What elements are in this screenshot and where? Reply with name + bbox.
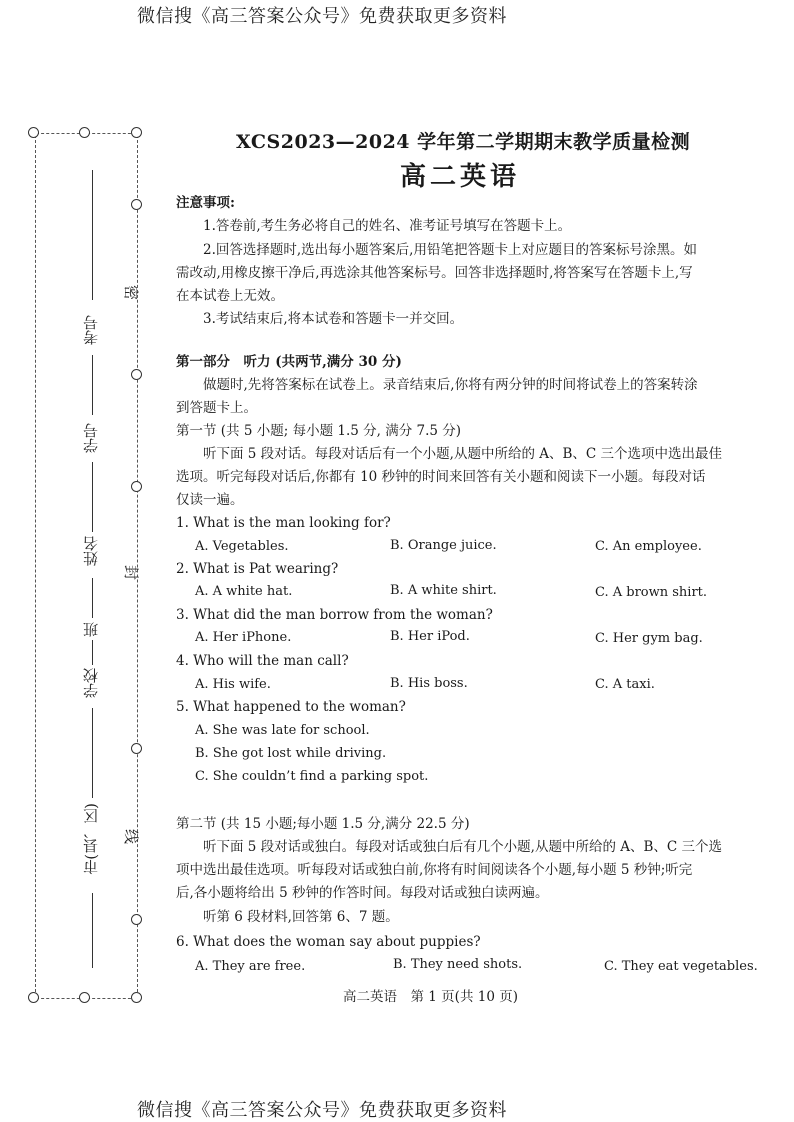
circle-marker (131, 914, 142, 925)
fill-line (92, 462, 93, 532)
option-b: B. Orange juice. (390, 538, 497, 553)
circle-marker (131, 481, 142, 492)
option-c: C. A brown shirt. (595, 585, 708, 600)
question-1: 1. What is the man looking for? (176, 515, 391, 531)
option-a: A. She was late for school. (195, 723, 370, 738)
seal-mark-mi: 密 (122, 284, 141, 301)
fill-line (92, 640, 93, 665)
subject-title: 高二英语 (400, 162, 521, 192)
exam-title: XCS2023—2024 学年第二学期期末教学质量检测 (236, 131, 691, 153)
label-school: 学校 (82, 668, 100, 698)
option-b: B. His boss. (390, 676, 468, 691)
option-a: A. His wife. (195, 677, 271, 692)
question-4: 4. Who will the man call? (176, 653, 349, 669)
watermark-top: 微信搜《高三答案公众号》免费获取更多资料 (137, 6, 507, 27)
label-student-number: 学号 (82, 423, 100, 453)
option-b: B. They need shots. (393, 957, 523, 972)
fill-line (92, 708, 93, 798)
option-a: A. Vegetables. (195, 539, 289, 554)
question-3: 3. What did the man borrow from the woman? (176, 607, 493, 623)
option-c: C. An employee. (595, 539, 702, 554)
option-a: A. A white hat. (195, 584, 293, 599)
circle-marker (28, 127, 39, 138)
section1-heading: 第一节 (共 5 小题; 每小题 1.5 分, 满分 7.5 分) (176, 423, 462, 439)
circle-marker (28, 992, 39, 1003)
question-5: 5. What happened to the woman? (176, 699, 406, 715)
notice-line: 需改动,用橡皮擦干净后,再选涂其他答案标号。回答非选择题时,将答案写在答题卡上,写 (176, 265, 693, 281)
option-b: B. Her iPod. (390, 629, 470, 644)
section1-intro: 听下面 5 段对话。每段对话后有一个小题,从题中所给的 A、B、C 三个选项中选出最佳 (203, 446, 723, 462)
section2-intro: 听下面 5 段对话或独白。每段对话或独白后有几个小题,从题中所给的 A、B、C 三个选 (203, 839, 723, 855)
notice-line: 2.回答选择题时,选出每小题答案后,用铅笔把答题卡上对应题目的答案标号涂黑。如 (203, 242, 697, 258)
seal-mark-xian: 线 (122, 828, 141, 845)
dashed-line-left (35, 135, 36, 997)
section1-intro: 选项。听完每段对话后,你都有 10 秒钟的时间来回答有关小题和阅读下一小题。每段对话 (176, 469, 706, 485)
page-footer: 高二英语 第 1 页(共 10 页) (343, 989, 518, 1005)
part1-heading: 第一部分 听力 (共两节,满分 30 分) (176, 354, 402, 370)
question-2: 2. What is Pat wearing? (176, 561, 339, 577)
question-6: 6. What does the woman say about puppies? (176, 934, 481, 950)
notice-line: 3.考试结束后,将本试卷和答题卡一并交回。 (203, 311, 464, 327)
circle-marker (131, 743, 142, 754)
option-b: B. She got lost while driving. (195, 746, 387, 761)
watermark-bottom: 微信搜《高三答案公众号》免费获取更多资料 (137, 1100, 507, 1121)
section2-intro: 后,各小题将给出 5 秒钟的作答时间。每段对话或独白读两遍。 (176, 885, 549, 901)
section2-heading: 第二节 (共 15 小题;每小题 1.5 分,满分 22.5 分) (176, 816, 470, 832)
option-a: A. Her iPhone. (195, 630, 292, 645)
fill-line (92, 578, 93, 618)
label-exam-number: 考号 (82, 315, 100, 345)
circle-marker (131, 369, 142, 380)
label-city: 市(县、区) (82, 803, 100, 875)
notice-line: 1.答卷前,考生务必将自己的姓名、准考证号填写在答题卡上。 (203, 218, 572, 234)
circle-marker (131, 127, 142, 138)
option-c: C. She couldn’t find a parking spot. (195, 769, 429, 784)
circle-marker (131, 199, 142, 210)
part1-intro: 到答题卡上。 (176, 400, 257, 416)
circle-marker (131, 992, 142, 1003)
circle-marker (79, 992, 90, 1003)
section2-intro: 项中选出最佳选项。听每段对话或独白前,你将有时间阅读各个小题,每小题 5 秒钟;听完 (176, 862, 693, 878)
option-c: C. Her gym bag. (595, 631, 703, 646)
option-c: C. A taxi. (595, 677, 655, 692)
fill-line (92, 893, 93, 968)
notice-heading: 注意事项: (176, 195, 235, 211)
label-class: 班 (82, 622, 100, 637)
fill-line (92, 170, 93, 300)
material-instruction: 听第 6 段材料,回答第 6、7 题。 (203, 909, 399, 925)
section1-intro: 仅读一遍。 (176, 492, 244, 508)
part1-intro: 做题时,先将答案标在试卷上。录音结束后,你将有两分钟的时间将试卷上的答案转涂 (203, 377, 698, 393)
option-a: A. They are free. (195, 959, 306, 974)
option-c: C. They eat vegetables. (604, 959, 758, 974)
notice-line: 在本试卷上无效。 (176, 288, 284, 304)
label-name: 姓名 (82, 536, 100, 566)
option-b: B. A white shirt. (390, 583, 497, 598)
seal-mark-feng: 封 (122, 564, 141, 581)
circle-marker (79, 127, 90, 138)
fill-line (92, 355, 93, 415)
